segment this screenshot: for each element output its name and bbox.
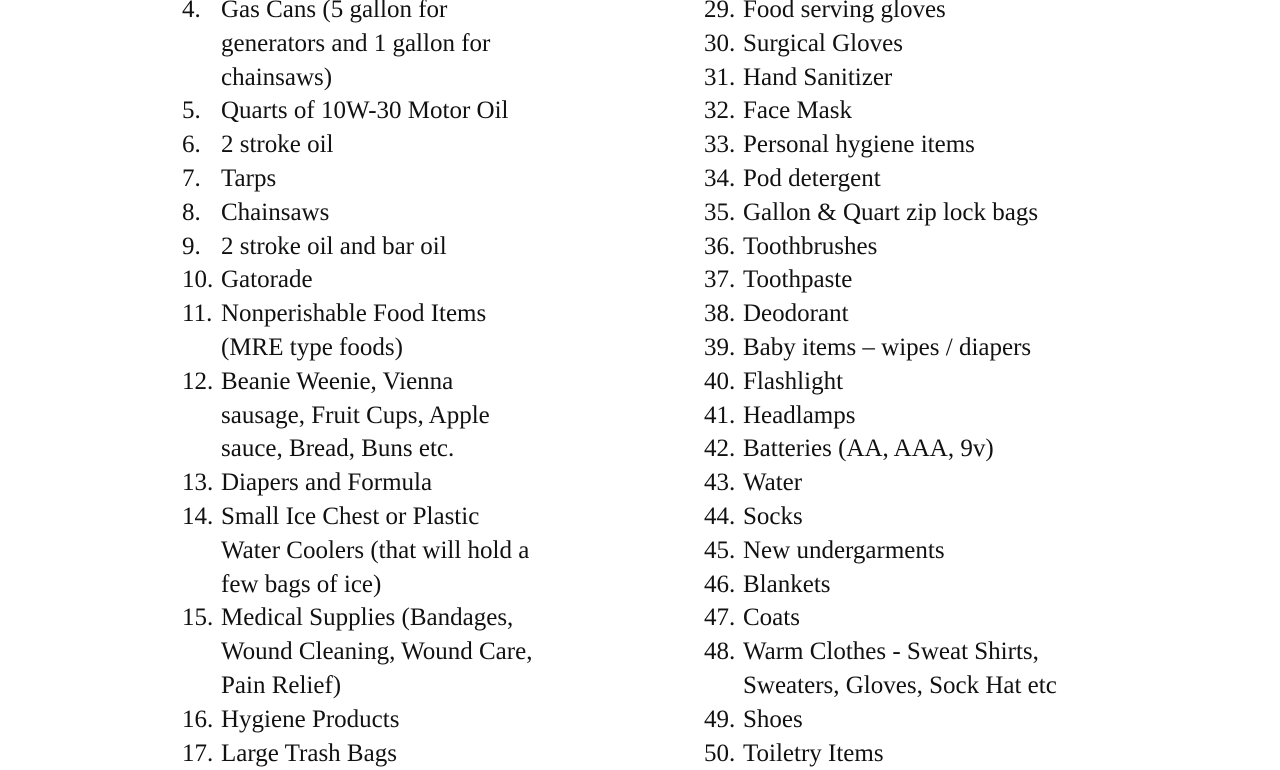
list-item bbox=[182, 162, 622, 196]
item-text-line: Surgical Gloves bbox=[743, 29, 903, 57]
item-number: 29. bbox=[704, 0, 736, 23]
list-item bbox=[704, 61, 1224, 95]
item-text-line: Large Trash Bags bbox=[221, 739, 397, 767]
item-number: 39. bbox=[704, 333, 736, 361]
item-text bbox=[743, 568, 1224, 602]
item-number: 35. bbox=[704, 198, 736, 226]
list-item bbox=[704, 568, 1224, 602]
right-supply-list bbox=[704, 0, 1224, 770]
item-number: 43. bbox=[704, 469, 736, 497]
item-text bbox=[743, 635, 1224, 703]
list-item bbox=[704, 94, 1224, 128]
item-number: 46. bbox=[704, 570, 736, 598]
item-text bbox=[743, 297, 1224, 331]
item-text-line: Water Coolers (that will hold a bbox=[221, 536, 530, 564]
item-text-line: Chainsaws bbox=[221, 198, 330, 226]
item-text bbox=[221, 230, 622, 264]
item-text-line: Medical Supplies (Bandages, bbox=[221, 604, 514, 632]
item-number: 5. bbox=[182, 97, 201, 125]
item-text-line: Tarps bbox=[221, 164, 277, 192]
item-number: 40. bbox=[704, 367, 736, 395]
list-item bbox=[182, 128, 622, 162]
list-item bbox=[704, 128, 1224, 162]
item-text bbox=[743, 534, 1224, 568]
item-text-line: Beanie Weenie, Vienna bbox=[221, 367, 454, 395]
item-number: 36. bbox=[704, 232, 736, 260]
item-text-line: Flashlight bbox=[743, 367, 844, 395]
item-number: 32. bbox=[704, 97, 736, 125]
list-item bbox=[704, 0, 1224, 27]
item-text-line: Pain Relief) bbox=[221, 671, 342, 699]
list-item bbox=[182, 703, 622, 737]
item-number: 41. bbox=[704, 401, 736, 429]
list-item bbox=[182, 0, 622, 94]
item-text bbox=[743, 737, 1224, 770]
item-text bbox=[221, 737, 622, 770]
list-item bbox=[182, 94, 622, 128]
item-text bbox=[743, 331, 1224, 365]
item-text bbox=[221, 162, 622, 196]
item-number: 13. bbox=[182, 469, 214, 497]
list-item bbox=[704, 263, 1224, 297]
item-number: 34. bbox=[704, 164, 736, 192]
item-text-line: Face Mask bbox=[743, 97, 852, 125]
item-number: 33. bbox=[704, 131, 736, 159]
item-text-line: New undergarments bbox=[743, 536, 945, 564]
item-text-line: Water bbox=[743, 469, 803, 497]
item-number: 47. bbox=[704, 604, 736, 632]
list-item bbox=[704, 331, 1224, 365]
item-number: 12. bbox=[182, 367, 214, 395]
list-item bbox=[182, 601, 622, 702]
item-number: 15. bbox=[182, 604, 214, 632]
item-text-line: Deodorant bbox=[743, 300, 849, 328]
item-text-line: Hand Sanitizer bbox=[743, 63, 893, 91]
item-number: 6. bbox=[182, 131, 201, 159]
list-item bbox=[704, 466, 1224, 500]
item-text-line: Socks bbox=[743, 502, 803, 530]
item-text-line: Toothpaste bbox=[743, 266, 853, 294]
item-text bbox=[221, 196, 622, 230]
item-text-line: Pod detergent bbox=[743, 164, 881, 192]
item-text-line: Gas Cans (5 gallon for bbox=[221, 0, 448, 23]
item-text bbox=[743, 162, 1224, 196]
item-text bbox=[743, 61, 1224, 95]
item-text-line: Batteries (AA, AAA, 9v) bbox=[743, 435, 994, 463]
item-text bbox=[221, 128, 622, 162]
item-text bbox=[221, 466, 622, 500]
item-number: 9. bbox=[182, 232, 201, 260]
item-number: 10. bbox=[182, 266, 214, 294]
item-number: 50. bbox=[704, 739, 736, 767]
list-item bbox=[704, 399, 1224, 433]
item-number: 49. bbox=[704, 705, 736, 733]
item-text-line: few bags of ice) bbox=[221, 570, 382, 598]
item-text-line: (MRE type foods) bbox=[221, 333, 403, 361]
item-text-line: Food serving gloves bbox=[743, 0, 946, 23]
item-text bbox=[743, 432, 1224, 466]
list-item bbox=[704, 27, 1224, 61]
item-text bbox=[221, 94, 622, 128]
list-item bbox=[182, 230, 622, 264]
list-item bbox=[182, 263, 622, 297]
item-text-line: Toiletry Items bbox=[743, 739, 884, 767]
item-text-line: sausage, Fruit Cups, Apple bbox=[221, 401, 490, 429]
item-text-line: Headlamps bbox=[743, 401, 856, 429]
left-supply-list bbox=[182, 0, 622, 770]
item-text bbox=[221, 263, 622, 297]
item-number: 31. bbox=[704, 63, 736, 91]
item-text bbox=[221, 0, 622, 94]
list-item bbox=[182, 466, 622, 500]
item-text-line: Personal hygiene items bbox=[743, 131, 975, 159]
list-item bbox=[704, 196, 1224, 230]
item-text-line: Wound Cleaning, Wound Care, bbox=[221, 638, 533, 666]
item-text-line: Small Ice Chest or Plastic bbox=[221, 502, 480, 530]
list-item bbox=[704, 297, 1224, 331]
item-text bbox=[743, 399, 1224, 433]
item-number: 30. bbox=[704, 29, 736, 57]
item-text bbox=[743, 263, 1224, 297]
list-item bbox=[704, 432, 1224, 466]
item-text bbox=[221, 365, 622, 466]
item-text-line: Sweaters, Gloves, Sock Hat etc bbox=[743, 671, 1057, 699]
item-text bbox=[221, 703, 622, 737]
item-text-line: Gatorade bbox=[221, 266, 313, 294]
item-number: 48. bbox=[704, 638, 736, 666]
list-item bbox=[704, 365, 1224, 399]
item-number: 44. bbox=[704, 502, 736, 530]
item-text-line: chainsaws) bbox=[221, 63, 333, 91]
item-text bbox=[743, 230, 1224, 264]
item-text-line: generators and 1 gallon for bbox=[221, 29, 491, 57]
item-number: 17. bbox=[182, 739, 214, 767]
item-number: 38. bbox=[704, 300, 736, 328]
item-text bbox=[743, 500, 1224, 534]
item-text-line: Toothbrushes bbox=[743, 232, 878, 260]
list-item bbox=[704, 500, 1224, 534]
item-text-line: Blankets bbox=[743, 570, 831, 598]
item-text-line: Coats bbox=[743, 604, 800, 632]
item-text-line: Shoes bbox=[743, 705, 803, 733]
item-text-line: 2 stroke oil and bar oil bbox=[221, 232, 447, 260]
item-text-line: Gallon & Quart zip lock bags bbox=[743, 198, 1039, 226]
item-number: 7. bbox=[182, 164, 201, 192]
list-item bbox=[182, 196, 622, 230]
item-number: 8. bbox=[182, 198, 201, 226]
list-item bbox=[704, 703, 1224, 737]
item-number: 16. bbox=[182, 705, 214, 733]
item-number: 45. bbox=[704, 536, 736, 564]
item-text bbox=[221, 500, 622, 601]
item-text bbox=[743, 466, 1224, 500]
item-number: 42. bbox=[704, 435, 736, 463]
item-text-line: 2 stroke oil bbox=[221, 131, 334, 159]
item-text-line: Baby items – wipes / diapers bbox=[743, 333, 1032, 361]
item-text bbox=[743, 196, 1224, 230]
list-item bbox=[182, 737, 622, 770]
list-item bbox=[182, 500, 622, 601]
list-item bbox=[704, 534, 1224, 568]
item-number: 4. bbox=[182, 0, 201, 23]
item-text bbox=[743, 0, 1224, 27]
list-item bbox=[182, 297, 622, 365]
list-item bbox=[704, 635, 1224, 703]
item-number: 37. bbox=[704, 266, 736, 294]
item-text bbox=[221, 601, 622, 702]
item-text-line: Hygiene Products bbox=[221, 705, 400, 733]
list-item bbox=[182, 365, 622, 466]
list-item bbox=[704, 737, 1224, 770]
item-text bbox=[743, 128, 1224, 162]
item-text bbox=[221, 297, 622, 365]
list-item bbox=[704, 162, 1224, 196]
item-number: 14. bbox=[182, 502, 214, 530]
item-text-line: Quarts of 10W-30 Motor Oil bbox=[221, 97, 509, 125]
item-text-line: Nonperishable Food Items bbox=[221, 300, 487, 328]
list-item bbox=[704, 230, 1224, 264]
list-item bbox=[704, 601, 1224, 635]
item-text bbox=[743, 365, 1224, 399]
item-text bbox=[743, 27, 1224, 61]
item-text bbox=[743, 703, 1224, 737]
item-text bbox=[743, 94, 1224, 128]
item-number: 11. bbox=[182, 300, 213, 328]
item-text bbox=[743, 601, 1224, 635]
item-text-line: Warm Clothes - Sweat Shirts, bbox=[743, 638, 1039, 666]
item-text-line: sauce, Bread, Buns etc. bbox=[221, 435, 455, 463]
item-text-line: Diapers and Formula bbox=[221, 469, 433, 497]
